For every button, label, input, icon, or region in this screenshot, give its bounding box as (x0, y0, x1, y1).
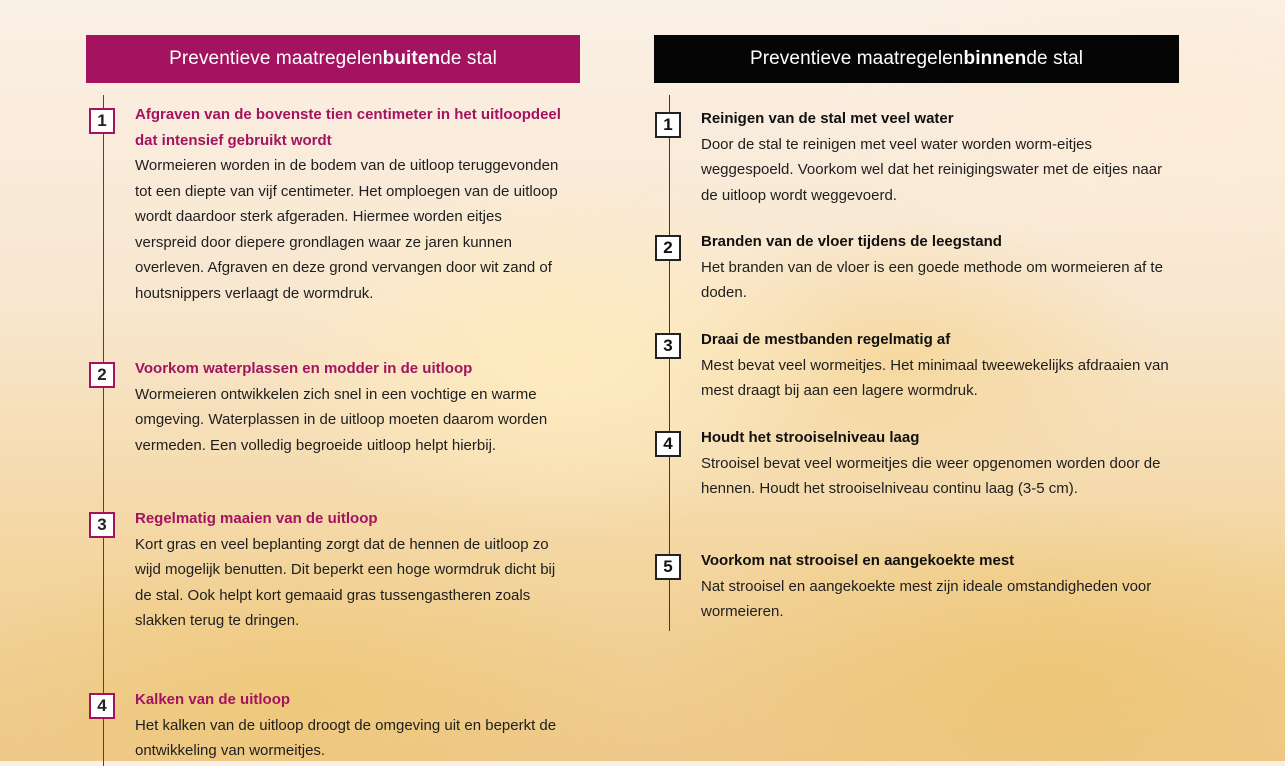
outside-item-2-body: Wormeieren ontwikkelen zich snel in een vochtige en warme omgeving. Waterplassen in de uitloop moeten daarom worden vermeden. Een volledig begroeide uitloop helpt hierbij. (135, 385, 548, 454)
outside-item-1-title: Afgraven van de bovenste tien centimeter in het uitloopdeel dat intensief gebruikt wordt (135, 106, 561, 149)
inside-item-4-title: Houdt het strooiselniveau laag (701, 429, 920, 446)
step-number-badge: 5 (655, 554, 681, 580)
outside-item-1-body: Wormeieren worden in de bodem van de uitloop teruggevonden tot een diepte van vijf centimeter. Het omploegen van de uitloop wordt daardoor sterk afgeraden. Hiermee worden eitjes verspreid door diepere grondlagen waar ze jaren kunnen overleven. Afgraven en deze grond vervangen door wit zand of houtsnippers verlaagt de wormdruk. (135, 157, 559, 302)
outside-item-4-body: Het kalken van de uitloop droogt de omgeving uit en beperkt de ontwikkeling van wormeitjes. (135, 716, 557, 759)
outside-measures-column (86, 35, 580, 759)
inside-measures-column (654, 35, 1179, 620)
inside-header-bold: binnen (963, 48, 1027, 69)
inside-header-pre: Preventieve maatregelen (749, 48, 964, 69)
step-number-badge: 1 (89, 108, 115, 134)
outside-header-post: de stal (440, 48, 497, 69)
step-number-badge: 3 (89, 512, 115, 538)
timeline-line (669, 95, 670, 631)
inside-item-3-body: Mest bevat veel wormeitjes. Het minimaal tweewekelijks afdraaien van mest draagt bij aan een lagere wormdruk. (701, 356, 1169, 399)
inside-item-1-body: Door de stal te reinigen met veel water worden worm-eitjes weggespoeld. Voorkom wel dat het reinigingswater met de eitjes naar de uitloop wordt weggevoerd. (701, 135, 1163, 204)
inside-item-5-title: Voorkom nat strooisel en aangekoekte mest (701, 552, 1015, 569)
step-number-badge: 4 (89, 693, 115, 719)
step-number-badge: 2 (89, 362, 115, 388)
inside-item-2-body: Het branden van de vloer is een goede methode om wormeieren af te doden. (701, 258, 1163, 301)
outside-item-2-title: Voorkom waterplassen en modder in de uitloop (135, 360, 473, 377)
inside-item-4-body: Strooisel bevat veel wormeitjes die weer opgenomen worden door de hennen. Houdt het strooiselniveau continu laag (3-5 cm). (701, 454, 1161, 497)
step-number-badge: 3 (655, 333, 681, 359)
outside-item-3-body: Kort gras en veel beplanting zorgt dat de hennen de uitloop zo wijd mogelijk benutten. Dit beperkt een hoge wormdruk dicht bij de stal. Ook helpt kort gemaaid gras tussengastheren zoals slakken terug te dringen. (135, 535, 556, 629)
inside-header (654, 35, 1179, 83)
inside-item-2-title: Branden van de vloer tijdens de leegstand (701, 233, 1002, 250)
outside-header (86, 35, 580, 83)
timeline-line (103, 95, 104, 766)
inside-item-5-body: Nat strooisel en aangekoekte mest zijn ideale omstandigheden voor wormeieren. (701, 577, 1152, 620)
outside-header-pre: Preventieve maatregelen (169, 48, 383, 69)
step-number-badge: 1 (655, 112, 681, 138)
inside-item-1-title: Reinigen van de stal met veel water (701, 110, 954, 127)
inside-item-3-title: Draai de mestbanden regelmatig af (701, 331, 951, 348)
inside-header-post: de stal (1026, 48, 1084, 69)
outside-item-3-title: Regelmatig maaien van de uitloop (135, 510, 378, 527)
outside-item-4-title: Kalken van de uitloop (135, 691, 291, 708)
step-number-badge: 2 (655, 235, 681, 261)
step-number-badge: 4 (655, 431, 681, 457)
outside-header-bold: buiten (382, 48, 441, 69)
